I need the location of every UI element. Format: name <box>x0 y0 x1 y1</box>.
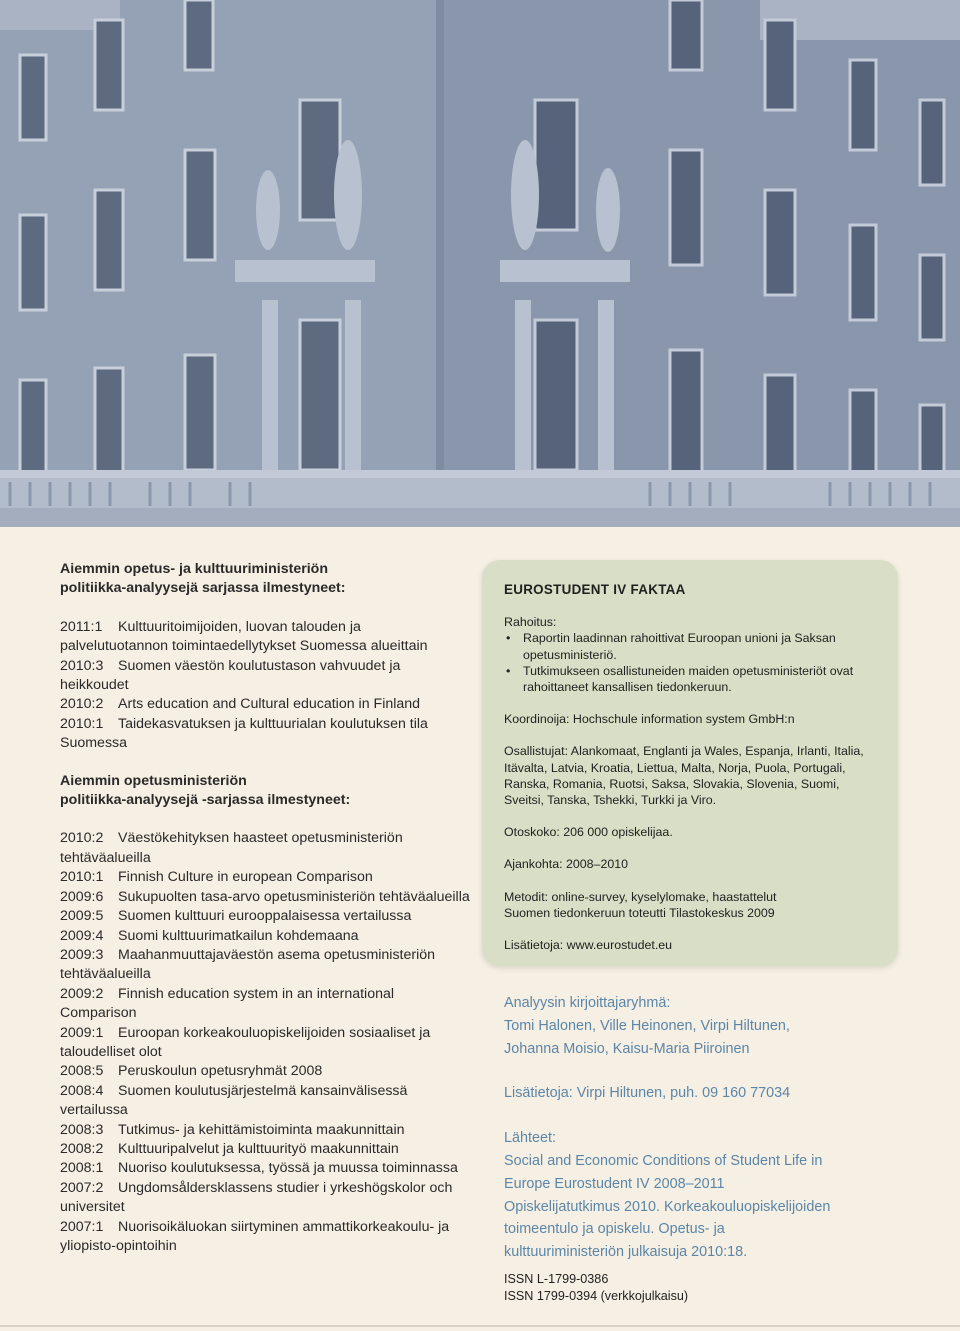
list-item <box>60 946 470 985</box>
participants-text: Osallistujat: Alankomaat, Englanti ja Wales, Espanja, Irlanti, Italia, Itävalta, Latvia, Kroatia, Liettua, Malta, Norja, Puola, Portugali, Ranska, Romania, Ruotsi, Saksa, Slovakia, Slovenia, Suomi, Sveitsi, Tanska, Tshekki, Turkki ja Viro. <box>504 744 864 808</box>
list-item-title: Finnish Culture in european Comparison <box>118 869 373 886</box>
list-item <box>60 1121 470 1140</box>
author-team <box>504 992 904 1060</box>
funding-item: • Tutkimukseen osallistuneiden maiden opetusministeriöt ovat rahoittaneet kansallisen tiedonkeruun. <box>504 663 876 695</box>
list-item-title: Nuorisoikäluokan siirtyminen ammattikorkeakoulu- ja yliopisto-opintoihin <box>60 1218 450 1254</box>
list-item-title: Maahanmuuttajaväestön asema opetusministeriön tehtäväalueilla <box>60 946 436 983</box>
list-item <box>60 1140 470 1159</box>
list-item-number: 2009:3 <box>60 946 104 963</box>
list-item-number: 2008:4 <box>60 1082 104 1099</box>
list-item-title: Taidekasvatuksen ja kulttuurialan koulutuksen tila Suomessa <box>60 715 428 752</box>
more-info-link[interactable]: Lisätietoja: www.eurostudet.eu <box>504 938 673 953</box>
contact-text: Lisätietoja: Virpi Hiltunen, puh. 09 160 77034 <box>504 1085 791 1102</box>
list-item <box>60 829 470 868</box>
list-item <box>60 715 470 754</box>
list-item-title: Tutkimus- ja kehittämistoiminta maakunnittain <box>118 1121 405 1138</box>
list-item-title: Euroopan korkeakouluopiskelijoiden sosiaaliset ja taloudelliset olot <box>60 1024 431 1060</box>
list-item <box>60 1024 470 1063</box>
list-item-number: 2007:2 <box>60 1179 104 1196</box>
list-item <box>60 1159 470 1178</box>
list-item <box>60 1062 470 1081</box>
author-names-line2: Johanna Moisio, Kaisu-Maria Piiroinen <box>504 1040 750 1057</box>
list-item <box>60 657 470 696</box>
list-item-number: 2009:5 <box>60 908 104 925</box>
list-item-title: Nuoriso koulutuksessa, työssä ja muussa toiminnassa <box>118 1160 458 1177</box>
issn-print: ISSN L-1799-0386 <box>504 1272 609 1286</box>
building-facade-illustration <box>0 0 960 527</box>
list-item-number: 2010:3 <box>60 657 104 674</box>
list-item-number: 2008:5 <box>60 1063 104 1080</box>
funding-label: Rahoitus: <box>504 615 557 630</box>
period-text: Ajankohta: 2008–2010 <box>504 857 629 872</box>
list-item-title: Peruskoulun opetusryhmät 2008 <box>118 1063 323 1080</box>
list-item <box>60 868 470 887</box>
methods-line2: Suomen tiedonkeruun toteutti Tilastokeskus 2009 <box>504 905 775 920</box>
issn-online: ISSN 1799-0394 (verkkojulkaisu) <box>504 1289 689 1303</box>
list-item-title: Väestökehityksen haasteet opetusministeriön tehtäväalueilla <box>60 830 403 866</box>
contact-info <box>504 1082 904 1105</box>
bottom-divider <box>0 1325 960 1327</box>
methods-line1: Metodit: online-survey, kyselylomake, haastattelut <box>504 889 777 904</box>
methods-text <box>504 889 876 921</box>
list-item-number: 2009:6 <box>60 888 104 905</box>
sample-size-text: Otoskoko: 206 000 opiskelijaa. <box>504 825 673 840</box>
list-item-title: Suomen väestön koulutustason vahvuudet ja heikkoudet <box>60 657 401 694</box>
heading-ministry-education <box>60 772 470 811</box>
list-item <box>60 888 470 907</box>
eurostudent-facts-box <box>482 560 898 966</box>
list-item <box>60 927 470 946</box>
source-line: Social and Economic Conditions of Student Life in <box>504 1152 823 1169</box>
list-item <box>60 695 470 714</box>
list-item <box>60 618 470 657</box>
sources-label: Lähteet: <box>504 1130 557 1147</box>
publication-list-1 <box>60 618 470 754</box>
list-item-number: 2008:1 <box>60 1160 104 1177</box>
publications-list-column <box>60 560 470 1256</box>
authors-section <box>504 992 904 1286</box>
building-photo <box>0 0 960 527</box>
list-item <box>60 1082 470 1121</box>
list-item-title: Suomi kulttuurimatkailun kohdemaana <box>118 927 359 944</box>
list-item <box>60 985 470 1024</box>
list-item <box>60 1179 470 1218</box>
list-item-number: 2007:1 <box>60 1218 104 1235</box>
list-item-title: Suomen kulttuuri eurooppalaisessa vertailussa <box>118 908 412 925</box>
list-item-number: 2011:1 <box>60 618 103 635</box>
author-team-label: Analyysin kirjoittajaryhmä: <box>504 995 671 1011</box>
coordinator-text: Koordinoija: Hochschule information system GmbH:n <box>504 712 795 727</box>
publication-list-2 <box>60 829 470 1256</box>
source-line: toimeentulo ja opiskelu. Opetus- ja <box>504 1221 725 1238</box>
list-item <box>60 907 470 926</box>
source-line: Opiskelijatutkimus 2010. Korkeakouluopiskelijoiden <box>504 1198 831 1215</box>
list-item-number: 2010:1 <box>60 715 104 732</box>
list-item-number: 2009:4 <box>60 927 104 944</box>
list-item-number: 2010:1 <box>60 869 104 886</box>
list-item-title: Suomen koulutusjärjestelmä kansainvälisessä vertailussa <box>60 1082 408 1119</box>
list-item-number: 2009:2 <box>60 985 104 1002</box>
funding-list <box>504 630 876 695</box>
list-item-title: Sukupuolten tasa-arvo opetusministeriön tehtäväalueilla <box>118 888 470 905</box>
heading1-line1: Aiemmin opetus- ja kulttuuriministeriön <box>60 561 329 577</box>
list-item-number: 2008:3 <box>60 1121 104 1138</box>
list-item-number: 2009:1 <box>60 1024 104 1041</box>
list-item <box>60 1218 470 1257</box>
list-item-number: 2010:2 <box>60 696 104 713</box>
heading-ministry-education-culture <box>60 560 470 599</box>
list-item-title: Kulttuuripalvelut ja kulttuurityö maakunnittain <box>118 1140 399 1157</box>
list-item-number: 2008:2 <box>60 1140 104 1157</box>
issn-block <box>504 1271 904 1305</box>
list-item-number: 2010:2 <box>60 830 104 847</box>
heading1-line2: politiikka-analyysejä sarjassa ilmestyneet: <box>60 580 346 597</box>
sources <box>504 1127 904 1264</box>
author-names-line1: Tomi Halonen, Ville Heinonen, Virpi Hiltunen, <box>504 1017 790 1034</box>
list-item-title: Ungdomsåldersklassens studier i yrkeshögskolor och universitet <box>60 1179 453 1216</box>
heading2-line2: politiikka-analyysejä -sarjassa ilmestyneet: <box>60 792 351 809</box>
source-line: kulttuuriministeriön julkaisuja 2010:18. <box>504 1244 748 1261</box>
facts-title: EUROSTUDENT IV FAKTAA <box>504 582 686 597</box>
list-item-title: Arts education and Cultural education in Finland <box>118 696 421 713</box>
list-item-title: Finnish education system in an international Comparison <box>60 985 395 1022</box>
source-line: Europe Eurostudent IV 2008–2011 <box>504 1175 725 1192</box>
funding-item: • Raportin laadinnan rahoittivat Euroopan unioni ja Saksan opetusministeriö. <box>504 630 876 662</box>
list-item-title: Kulttuuritoimijoiden, luovan talouden ja palvelutuotannon toimintaedellytykset Suomessa alueittain <box>60 618 428 655</box>
heading2-line1: Aiemmin opetusministeriön <box>60 772 247 789</box>
